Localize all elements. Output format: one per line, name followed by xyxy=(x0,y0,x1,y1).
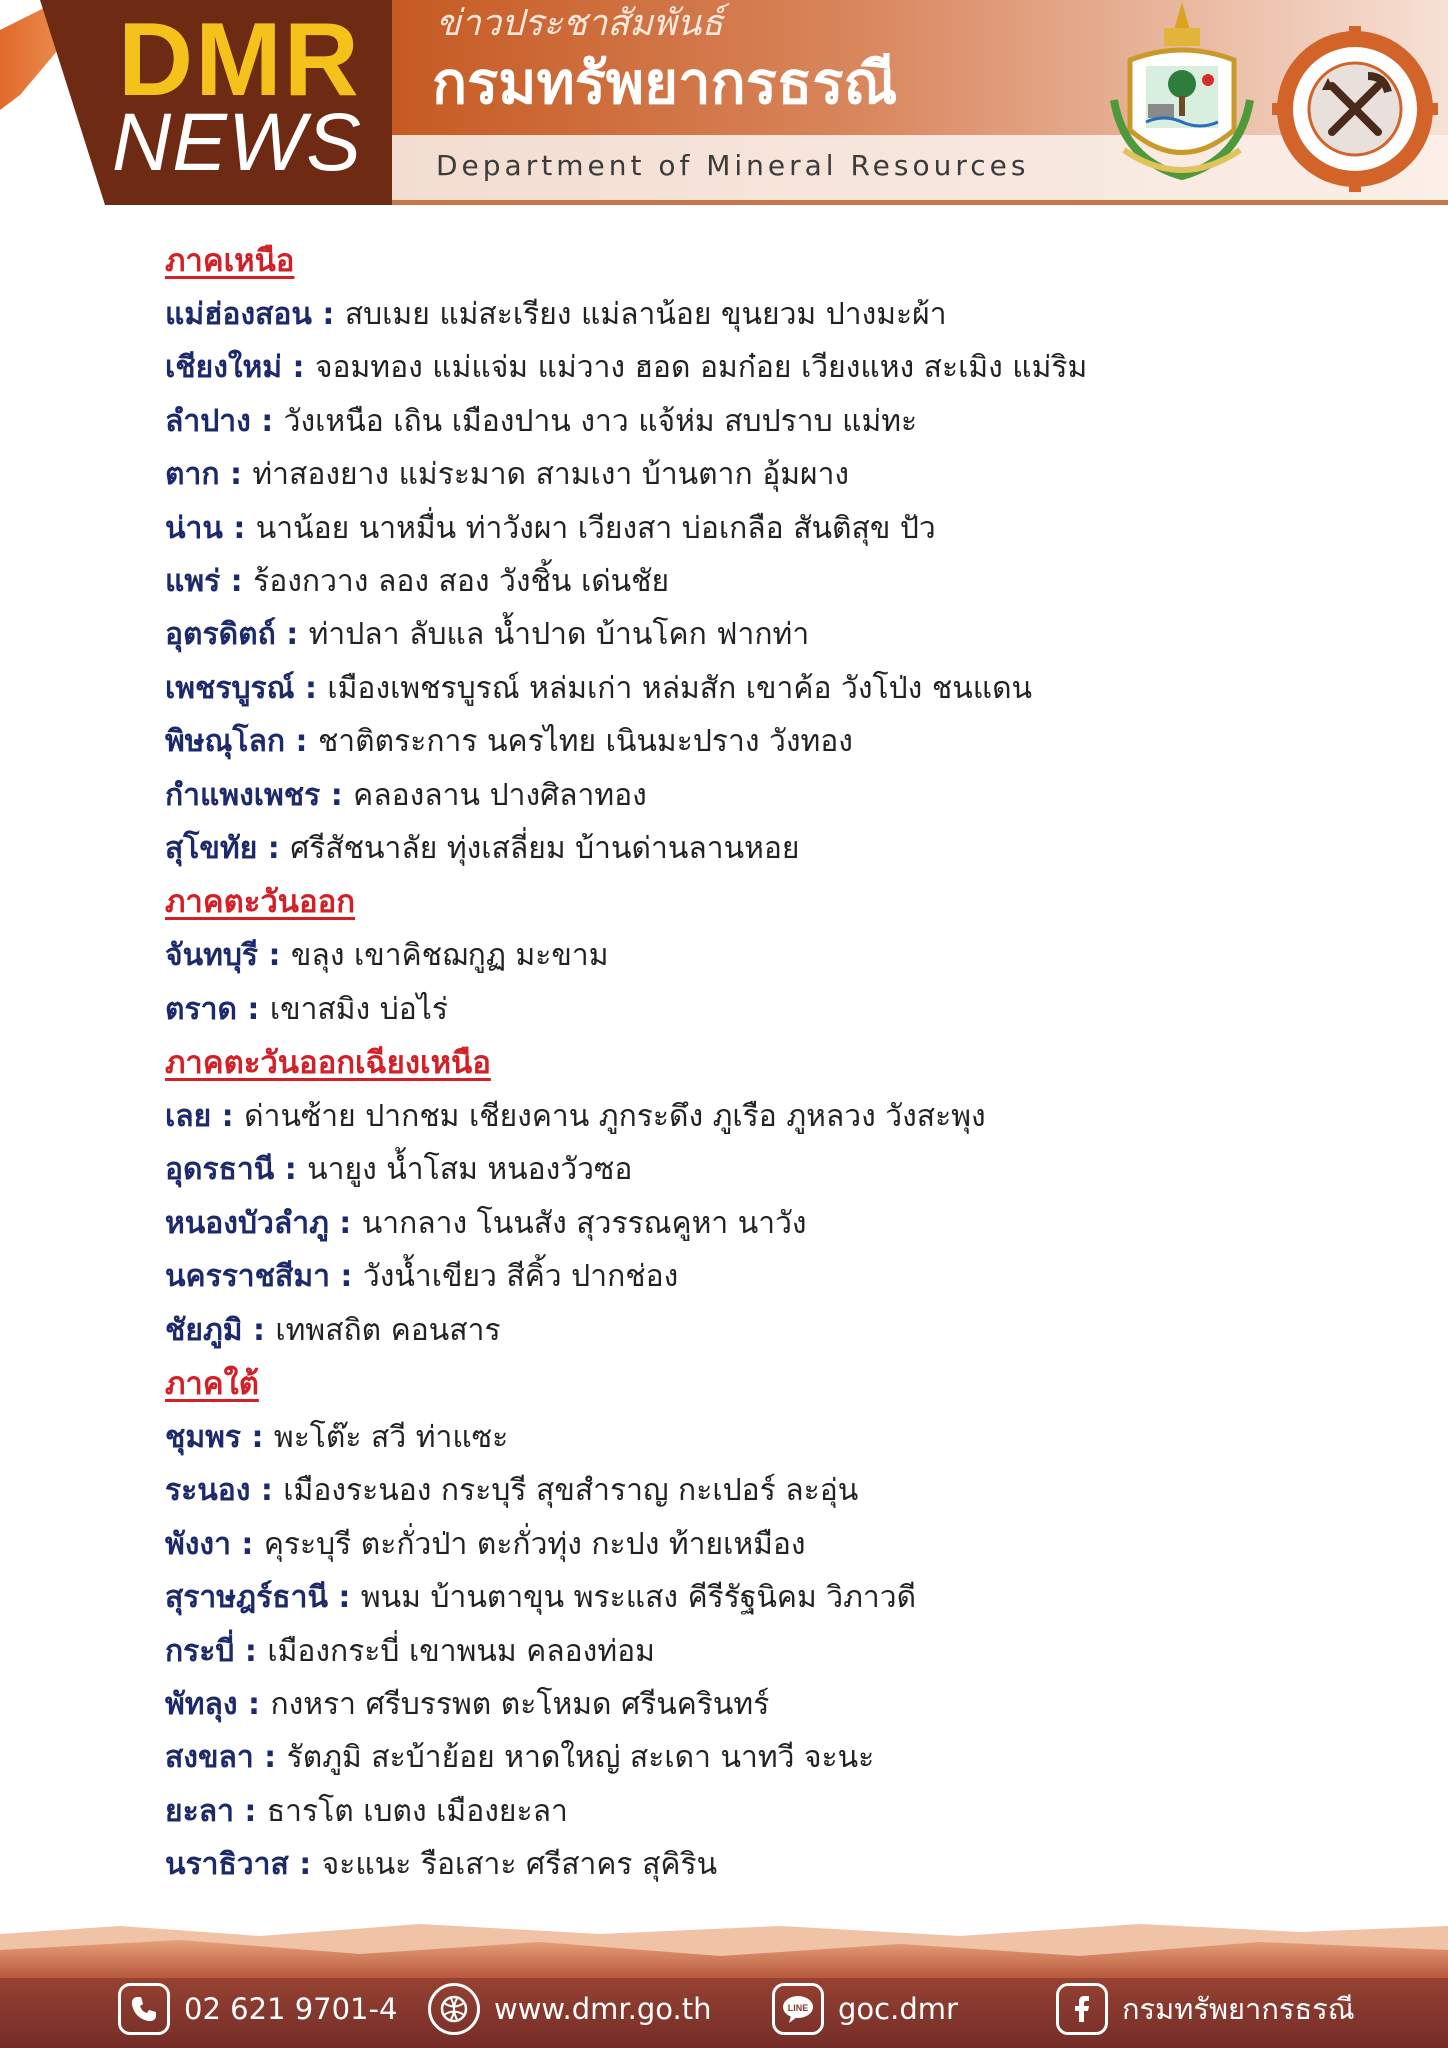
province-name: เลย xyxy=(165,1099,212,1135)
footer-website[interactable] xyxy=(428,1980,711,2038)
list-item xyxy=(165,1197,1395,1250)
line-icon xyxy=(772,1983,824,2035)
province-name: ชัยภูมิ xyxy=(165,1312,243,1348)
separator: : xyxy=(327,1580,361,1616)
list-item xyxy=(165,1304,1395,1357)
separator: : xyxy=(285,724,318,760)
district-list: ท่าปลา ลับแล น้ำปาด บ้านโคก ฟากท่า xyxy=(308,617,810,653)
district-list: คลองลาน ปางศิลาทอง xyxy=(353,777,647,813)
district-list: พะโต๊ะ สวี ท่าแซะ xyxy=(273,1420,509,1456)
separator: : xyxy=(258,938,291,974)
separator: : xyxy=(250,1473,284,1509)
province-name: น่าน xyxy=(165,510,223,546)
province-name: ตาก xyxy=(165,457,220,493)
district-list: ร้องกวาง ลอง สอง วังชิ้น เด่นชัย xyxy=(253,563,670,599)
province-name: ชุมพร xyxy=(165,1420,242,1456)
province-name: แพร่ xyxy=(165,563,221,599)
district-list: วังน้ำเขียว สีคิ้ว ปากช่อง xyxy=(362,1259,679,1295)
district-list: วังเหนือ เถิน เมืองปาน งาว แจ้ห่ม สบปราบ แม่ทะ xyxy=(283,403,918,439)
list-item xyxy=(165,822,1395,875)
list-item xyxy=(165,608,1395,661)
province-name: อุตรดิตถ์ xyxy=(165,617,276,653)
list-item xyxy=(165,1518,1395,1571)
separator: : xyxy=(320,777,354,813)
separator: : xyxy=(230,1526,264,1562)
footer-phone[interactable] xyxy=(118,1980,397,2038)
footer-facebook[interactable] xyxy=(1056,1980,1355,2038)
separator: : xyxy=(241,1420,274,1456)
list-item xyxy=(165,1838,1395,1891)
district-list: เทพสถิต คอนสาร xyxy=(275,1312,501,1348)
list-item xyxy=(165,1678,1395,1731)
list-item xyxy=(165,395,1395,448)
separator: : xyxy=(220,563,254,599)
header-subtitle: ข่าวประชาสัมพันธ์ xyxy=(436,3,724,44)
province-name: นราธิวาส xyxy=(165,1847,289,1883)
district-list: เมืองเพชรบูรณ์ หล่มเก่า หล่มสัก เขาค้อ วังโป่ง ชนแดน xyxy=(327,670,1033,706)
separator: : xyxy=(288,1847,322,1883)
header-title-thai: กรมทรัพยากรธรณี xyxy=(432,49,898,117)
province-name: ตราด xyxy=(165,991,237,1027)
footer-contact-bar xyxy=(0,1920,1448,2048)
website-url: www.dmr.go.th xyxy=(494,1992,712,2026)
header-banner xyxy=(0,0,1448,205)
province-name: อุดรธานี xyxy=(165,1152,275,1188)
district-list: รัตภูมิ สะบ้าย้อย หาดใหญ่ สะเดา นาทวี จะนะ xyxy=(286,1740,875,1776)
facebook-icon xyxy=(1056,1983,1108,2035)
separator: : xyxy=(329,1259,363,1295)
separator: : xyxy=(236,991,270,1027)
province-name: ลำปาง xyxy=(165,403,251,439)
dmr-gear-logo xyxy=(1272,26,1438,192)
list-item xyxy=(165,715,1395,768)
district-list: เขาสมิง บ่อไร่ xyxy=(269,991,448,1027)
separator: : xyxy=(234,1633,268,1669)
brand-dmr: DMR xyxy=(118,2,361,118)
list-item xyxy=(165,929,1395,982)
separator: : xyxy=(242,1312,276,1348)
list-item xyxy=(165,1464,1395,1517)
list-item xyxy=(165,1411,1395,1464)
list-item xyxy=(165,1090,1395,1143)
list-item xyxy=(165,1731,1395,1784)
footer-line[interactable] xyxy=(772,1980,958,2038)
province-name: สุโขทัย xyxy=(165,830,258,866)
separator: : xyxy=(282,350,315,386)
province-name: เพชรบูรณ์ xyxy=(165,670,295,706)
list-item xyxy=(165,1143,1395,1196)
province-name: สุราษฎร์ธานี xyxy=(165,1580,328,1616)
separator: : xyxy=(294,670,328,706)
separator: : xyxy=(250,403,284,439)
district-list: ชาติตระการ นครไทย เนินมะปราง วังทอง xyxy=(317,724,853,760)
district-list: ศรีสัชนาลัย ทุ่งเสลี่ยม บ้านด่านลานหอย xyxy=(290,830,800,866)
district-list: ธารโต เบตง เมืองยะลา xyxy=(266,1793,568,1829)
separator: : xyxy=(275,617,309,653)
separator: : xyxy=(274,1152,308,1188)
district-list: คุระบุรี ตะกั่วป่า ตะกั่วทุ่ง กะปง ท้ายเหมือง xyxy=(263,1526,806,1562)
phone-number: 02 621 9701-4 xyxy=(184,1992,398,2026)
district-list: ขลุง เขาคิชฌกูฏ มะขาม xyxy=(290,938,609,974)
list-item xyxy=(165,341,1395,394)
province-name: ระนอง xyxy=(165,1473,251,1509)
province-name: นครราชสีมา xyxy=(165,1259,330,1295)
district-list: พนม บ้านตาขุน พระแสง คีรีรัฐนิคม วิภาวดี xyxy=(360,1580,917,1616)
list-item xyxy=(165,1625,1395,1678)
district-list: จอมทอง แม่แจ่ม แม่วาง ฮอด อมก๋อย เวียงแหง สะเมิง แม่ริม xyxy=(314,350,1088,386)
separator: : xyxy=(237,1686,271,1722)
district-list: ด่านซ้าย ปากชม เชียงคาน ภูกระดึง ภูเรือ ภูหลวง วังสะพุง xyxy=(244,1099,986,1135)
list-item xyxy=(165,983,1395,1036)
list-item xyxy=(165,288,1395,341)
brand-news: NEWS xyxy=(112,97,362,188)
province-list xyxy=(165,234,1395,1892)
separator: : xyxy=(328,1205,362,1241)
province-name: สงขลา xyxy=(165,1740,254,1776)
header-title-english: Department of Mineral Resources xyxy=(436,149,1030,182)
province-name: กำแพงเพชร xyxy=(165,777,321,813)
section-title-south: ภาคใต้ xyxy=(165,1366,259,1403)
separator: : xyxy=(253,1740,287,1776)
line-id: goc.dmr xyxy=(838,1992,958,2026)
facebook-page: กรมทรัพยากรธรณี xyxy=(1122,1992,1355,2026)
province-name: กระบี่ xyxy=(165,1633,235,1669)
province-name: พิษณุโลก xyxy=(165,724,286,760)
list-item xyxy=(165,1250,1395,1303)
province-name: จันทบุรี xyxy=(165,938,259,974)
separator: : xyxy=(222,510,256,546)
province-name: ยะลา xyxy=(165,1793,234,1829)
province-name: เชียงใหม่ xyxy=(165,350,283,386)
section-title-east: ภาคตะวันออก xyxy=(165,884,355,921)
district-list: เมืองกระบี่ เขาพนม คลองท่อม xyxy=(267,1633,655,1669)
svg-text:LINE: LINE xyxy=(787,2003,809,2013)
district-list: จะแนะ รือเสาะ ศรีสาคร สุคิริน xyxy=(321,1847,718,1883)
separator: : xyxy=(219,457,253,493)
province-name: พัทลุง xyxy=(165,1686,238,1722)
district-list: นายูง น้ำโสม หนองวัวซอ xyxy=(307,1152,633,1188)
list-item xyxy=(165,1571,1395,1624)
province-name: แม่ฮ่องสอน xyxy=(165,297,312,332)
list-item xyxy=(165,769,1395,822)
list-item xyxy=(165,555,1395,608)
district-list: กงหรา ศรีบรรพต ตะโหมด ศรีนครินทร์ xyxy=(270,1686,770,1722)
separator: : xyxy=(257,830,291,866)
section-title-north: ภาคเหนือ xyxy=(165,243,295,279)
province-name: พังงา xyxy=(165,1526,231,1562)
district-list: เมืองระนอง กระบุรี สุขสำราญ กะเปอร์ ละอุ่น xyxy=(283,1473,859,1509)
section-title-northeast: ภาคตะวันออกเฉียงเหนือ xyxy=(165,1045,491,1082)
phone-icon xyxy=(118,1983,170,2035)
ministry-seal-emblem xyxy=(1094,0,1270,190)
province-name: หนองบัวลำภู xyxy=(165,1205,329,1241)
district-list: สบเมย แม่สะเรียง แม่ลาน้อย ขุนยวม ปางมะผ้า xyxy=(344,297,947,332)
separator: : xyxy=(233,1793,267,1829)
list-item xyxy=(165,1785,1395,1838)
district-list: นากลาง โนนสัง สุวรรณคูหา นาวัง xyxy=(361,1205,807,1241)
separator: : xyxy=(311,297,345,332)
list-item xyxy=(165,662,1395,715)
separator: : xyxy=(211,1099,245,1135)
district-list: ท่าสองยาง แม่ระมาด สามเงา บ้านตาก อุ้มผาง xyxy=(252,457,850,493)
list-item xyxy=(165,448,1395,501)
web-icon xyxy=(428,1983,480,2035)
district-list: นาน้อย นาหมื่น ท่าวังผา เวียงสา บ่อเกลือ สันติสุข ปัว xyxy=(255,510,936,546)
list-item xyxy=(165,502,1395,555)
